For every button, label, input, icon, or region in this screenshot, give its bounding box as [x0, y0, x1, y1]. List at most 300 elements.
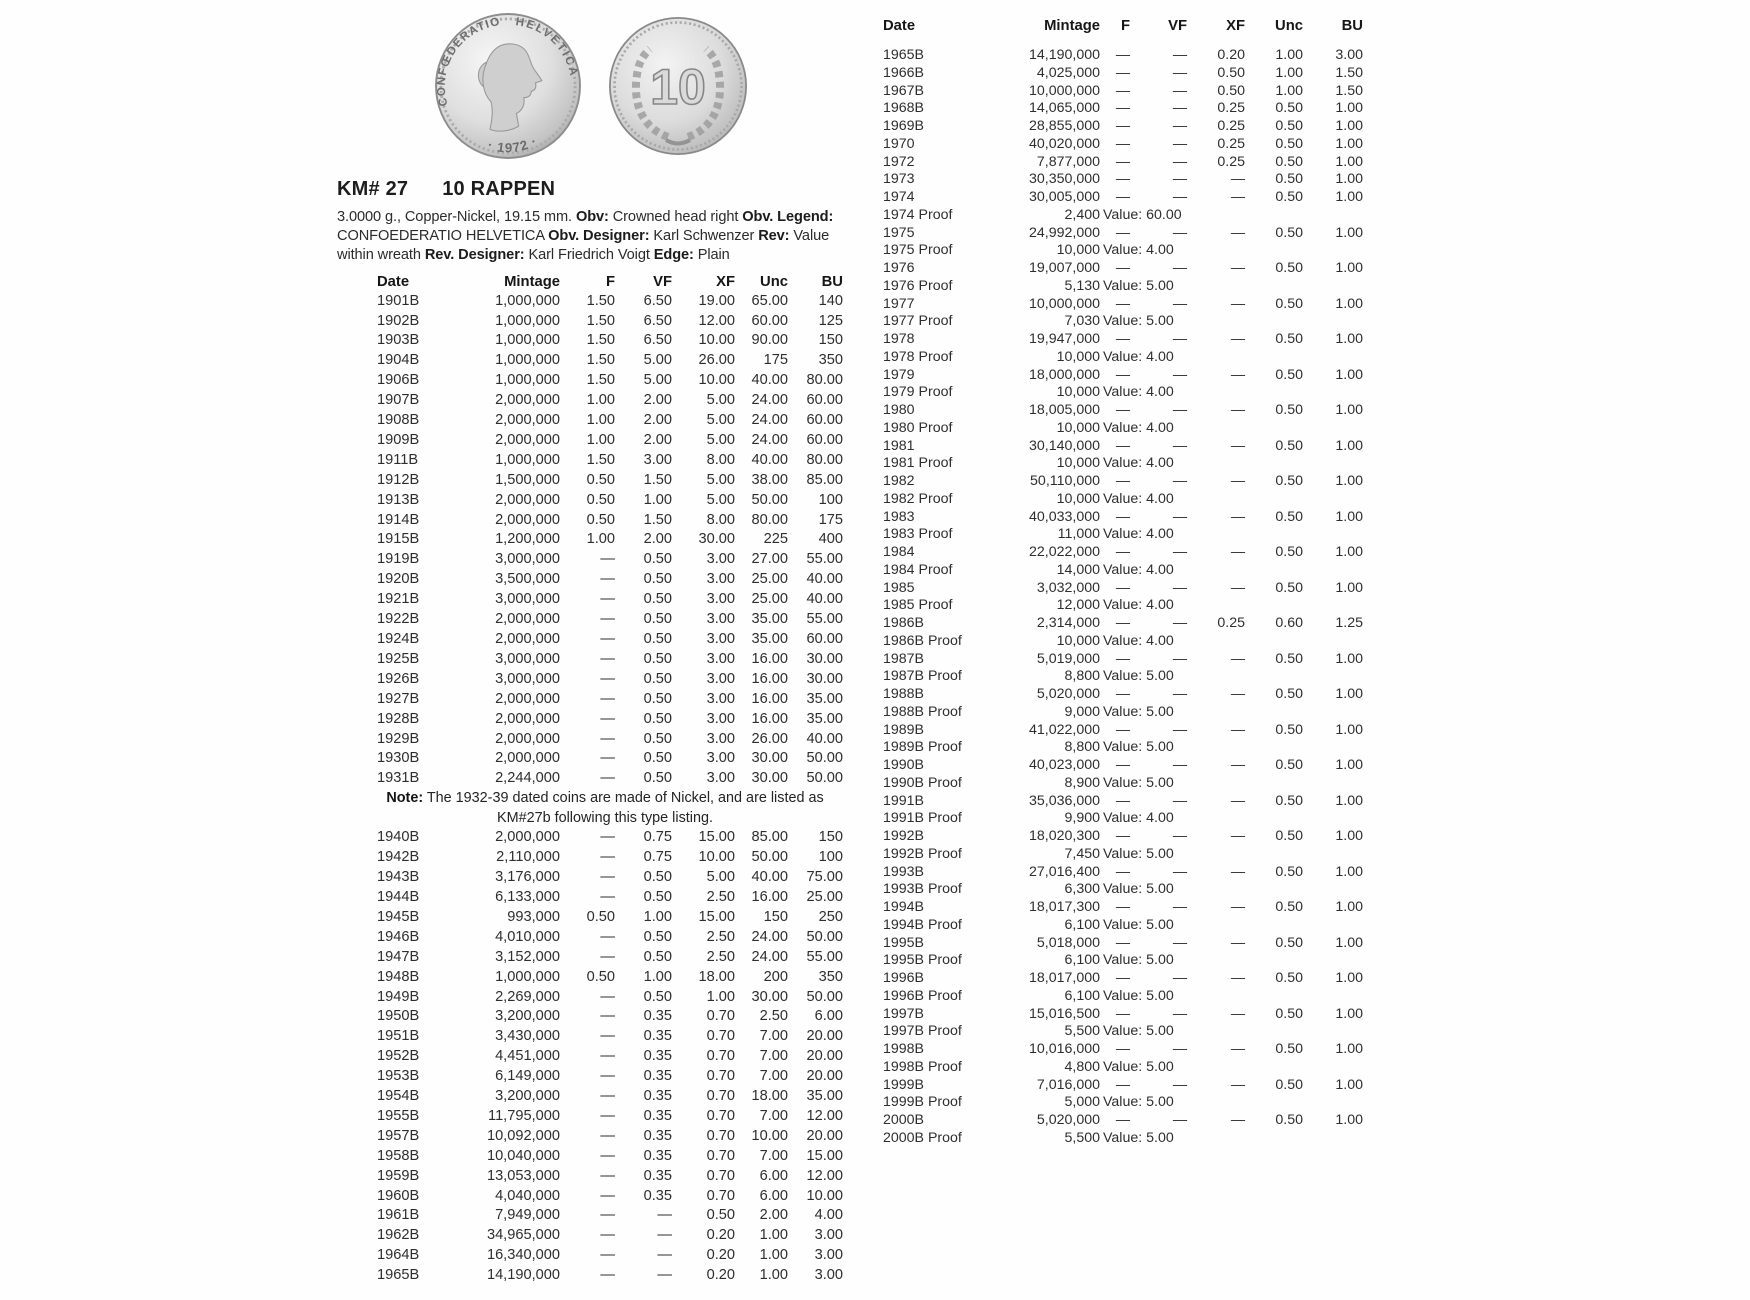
f-cell: —	[1115, 792, 1130, 809]
f-cell: —	[1115, 970, 1130, 986]
bu-cell: 50.00	[806, 928, 843, 945]
table-row	[883, 225, 1365, 243]
vf-cell: 0.50	[643, 988, 672, 1005]
xf-cell: —	[1230, 402, 1245, 418]
vf-cell: —	[1172, 721, 1187, 738]
table-row	[337, 948, 845, 968]
table-row	[883, 136, 1365, 154]
unc-cell: 1.00	[759, 1267, 788, 1284]
f-cell: 0.50	[586, 908, 615, 925]
table-row	[883, 562, 1365, 580]
table-row	[883, 402, 1365, 420]
table-row	[337, 988, 845, 1008]
mintage-cell: 18,017,000	[1028, 970, 1100, 986]
unc-cell: 24.00	[751, 392, 788, 409]
date-cell: 1985 Proof	[883, 597, 953, 614]
date-cell: 1962B	[377, 1227, 420, 1244]
f-cell: —	[1115, 579, 1130, 596]
vf-cell: 5.00	[643, 372, 672, 389]
unc-cell: 0.50	[1275, 189, 1303, 205]
value-cell: Value: 5.00	[1103, 845, 1174, 862]
date-cell: 1994B Proof	[883, 916, 962, 933]
bu-cell: 35.00	[806, 710, 843, 727]
bu-cell: 1.00	[1335, 579, 1363, 596]
date-cell: 1903B	[377, 332, 420, 349]
value-cell: Value: 4.00	[1103, 526, 1174, 543]
table-row	[337, 431, 845, 451]
unc-cell: 1.00	[759, 1227, 788, 1244]
xf-cell: 0.50	[706, 1207, 735, 1224]
mintage-cell: 10,000	[1056, 490, 1100, 507]
bu-cell: 1.00	[1335, 863, 1363, 880]
mintage-cell: 8,800	[1064, 739, 1100, 756]
mintage-cell: 14,190,000	[486, 1267, 560, 1284]
date-cell: 1967B	[883, 82, 925, 99]
table-row	[337, 730, 845, 750]
bu-cell: 1.50	[1335, 64, 1363, 81]
vf-cell: —	[1172, 135, 1187, 152]
mintage-cell: 1,000,000	[495, 332, 560, 349]
f-cell: 1.00	[586, 431, 615, 448]
vf-cell: —	[1172, 224, 1187, 241]
vf-cell: —	[1172, 153, 1187, 170]
mintage-cell: 18,020,300	[1028, 828, 1100, 844]
mintage-cell: 3,200,000	[495, 1008, 560, 1025]
mintage-cell: 5,020,000	[1036, 1112, 1100, 1128]
mintage-cell: 10,000	[1056, 348, 1100, 365]
date-cell: 1943B	[377, 869, 420, 886]
xf-cell: 0.70	[706, 1187, 735, 1204]
table-row	[337, 550, 845, 570]
bu-cell: 1.00	[1335, 224, 1363, 241]
vf-cell: 0.35	[643, 1068, 672, 1085]
value-cell: Value: 5.00	[1103, 668, 1174, 685]
value-cell: Value: 4.00	[1103, 455, 1174, 472]
vf-cell: 0.50	[643, 750, 672, 767]
table-row	[337, 928, 845, 948]
date-cell: 1979 Proof	[883, 384, 953, 401]
unc-cell: 24.00	[751, 928, 788, 945]
date-cell: 1979	[883, 366, 915, 383]
bu-cell: 30.00	[806, 670, 843, 687]
spec-text: CONFOEDERATIO HELVETICA	[337, 228, 549, 245]
mintage-cell: 1,000,000	[495, 352, 560, 369]
mintage-cell: 4,800	[1064, 1058, 1100, 1075]
vf-cell: —	[1172, 828, 1187, 844]
table-row	[883, 491, 1365, 509]
date-cell: 1968B	[883, 100, 925, 117]
xf-cell: 0.25	[1217, 615, 1245, 631]
table-row	[337, 1067, 845, 1087]
table-row	[883, 242, 1365, 260]
bu-cell: 55.00	[806, 948, 843, 965]
f-cell: —	[1115, 64, 1130, 81]
mintage-cell: 1,000,000	[495, 292, 560, 309]
f-cell: 0.50	[586, 491, 615, 508]
vf-cell: —	[1172, 295, 1187, 312]
header-f: F	[1120, 18, 1130, 34]
f-cell: 1.50	[586, 372, 615, 389]
f-cell: —	[600, 1107, 615, 1124]
unc-cell: 7.00	[759, 1028, 788, 1045]
bu-cell: 150	[818, 829, 843, 846]
date-cell: 1988B Proof	[883, 703, 962, 720]
f-cell: —	[600, 1048, 615, 1065]
table-row	[883, 1059, 1365, 1077]
obverse-date: · 1972 ·	[485, 132, 541, 156]
date-cell: 1983 Proof	[883, 526, 953, 543]
xf-cell: 0.20	[1217, 47, 1245, 63]
bu-cell: 3.00	[1335, 47, 1363, 63]
coin-specs	[337, 208, 845, 266]
spec-text: Value within wreath	[337, 228, 830, 264]
mintage-cell: 7,877,000	[1036, 153, 1100, 170]
spec-text: Karl Friedrich Voigt	[528, 247, 654, 264]
bu-cell: 80.00	[806, 451, 843, 468]
f-cell: —	[1115, 757, 1130, 773]
date-cell: 1984 Proof	[883, 561, 953, 578]
date-cell: 1924B	[377, 631, 420, 648]
date-cell: 1969B	[883, 118, 925, 134]
f-cell: 0.50	[586, 511, 615, 528]
bu-cell: 80.00	[806, 372, 843, 389]
mintage-cell: 1,000,000	[495, 451, 560, 468]
table-row	[337, 968, 845, 988]
date-cell: 1930B	[377, 750, 420, 767]
vf-cell: 0.35	[643, 1008, 672, 1025]
date-cell: 1975 Proof	[883, 242, 953, 259]
table-row	[883, 633, 1365, 651]
mintage-cell: 16,340,000	[486, 1247, 560, 1264]
f-cell: —	[600, 710, 615, 727]
f-cell: —	[1115, 331, 1130, 347]
date-cell: 2000B Proof	[883, 1129, 962, 1146]
header-xf: XF	[1226, 18, 1245, 34]
unc-cell: 0.50	[1275, 757, 1303, 773]
table-row	[883, 367, 1365, 385]
unc-cell: 16.00	[751, 710, 788, 727]
date-cell: 1904B	[377, 352, 420, 369]
xf-cell: 5.00	[706, 491, 735, 508]
bu-cell: 55.00	[806, 611, 843, 628]
spec-text: 3.0000 g., Copper-Nickel, 19.15 mm.	[337, 209, 576, 225]
mintage-cell: 30,005,000	[1028, 189, 1100, 205]
table-row	[883, 952, 1365, 970]
bu-cell: 1.00	[1335, 437, 1363, 454]
unc-cell: 1.00	[1275, 82, 1303, 99]
bu-cell: 1.00	[1335, 402, 1363, 418]
table-row	[337, 1107, 845, 1127]
table-row	[883, 438, 1365, 456]
date-cell: 1925B	[377, 650, 420, 667]
mintage-cell: 2,269,000	[495, 988, 560, 1005]
bu-cell: 1.00	[1335, 650, 1363, 667]
bu-cell: 1.00	[1335, 757, 1363, 773]
bu-cell: 55.00	[806, 551, 843, 568]
mintage-cell: 993,000	[507, 908, 560, 925]
mintage-cell: 1,000,000	[495, 312, 560, 329]
bu-cell: 1.00	[1335, 135, 1363, 152]
f-cell: —	[600, 948, 615, 965]
header-unc: Unc	[1275, 18, 1303, 34]
date-cell: 1975	[883, 224, 915, 241]
xf-cell: 0.50	[1217, 82, 1245, 99]
xf-cell: 5.00	[706, 412, 735, 429]
bu-cell: 1.00	[1335, 721, 1363, 738]
xf-cell: —	[1230, 686, 1245, 702]
xf-cell: 0.70	[706, 1028, 735, 1045]
bu-cell: 60.00	[806, 431, 843, 448]
mintage-cell: 3,032,000	[1036, 579, 1100, 596]
table-row	[883, 686, 1365, 704]
table-row	[337, 1047, 845, 1067]
f-cell: 1.50	[586, 451, 615, 468]
unc-cell: 7.00	[759, 1048, 788, 1065]
xf-cell: 26.00	[698, 352, 735, 369]
xf-cell: 0.20	[706, 1247, 735, 1264]
date-cell: 1981 Proof	[883, 455, 953, 472]
bu-cell: 1.00	[1335, 828, 1363, 844]
unc-cell: 0.50	[1275, 899, 1303, 915]
vf-cell: —	[1172, 544, 1187, 560]
mintage-cell: 10,000	[1056, 455, 1100, 472]
unc-cell: 7.00	[759, 1147, 788, 1164]
value-cell: Value: 4.00	[1103, 632, 1174, 649]
bu-cell: 1.00	[1335, 331, 1363, 347]
f-cell: —	[1115, 1076, 1130, 1093]
vf-cell: 0.35	[643, 1167, 672, 1184]
unc-cell: 1.00	[759, 1247, 788, 1264]
table-row	[337, 351, 845, 371]
vf-cell: 0.50	[643, 690, 672, 707]
date-cell: 1977 Proof	[883, 313, 953, 330]
bu-cell: 20.00	[806, 1028, 843, 1045]
table-row	[337, 1147, 845, 1167]
value-cell: Value: 4.00	[1103, 348, 1174, 365]
mintage-cell: 2,000,000	[495, 611, 560, 628]
xf-cell: 8.00	[706, 511, 735, 528]
unc-cell: 40.00	[751, 451, 788, 468]
unc-cell: 65.00	[751, 292, 788, 309]
date-cell: 1919B	[377, 551, 420, 568]
date-cell: 1964B	[377, 1247, 420, 1264]
header-mintage: Mintage	[1044, 18, 1100, 34]
f-cell: —	[1115, 686, 1130, 702]
vf-cell: —	[1172, 1112, 1187, 1128]
header-vf: VF	[653, 273, 672, 290]
xf-cell: 3.00	[706, 750, 735, 767]
f-cell: —	[600, 1167, 615, 1184]
vf-cell: —	[1172, 171, 1187, 188]
date-cell: 1928B	[377, 710, 420, 727]
spec-label: Obv:	[575, 209, 613, 225]
mintage-cell: 13,053,000	[486, 1167, 560, 1184]
mintage-cell: 30,350,000	[1028, 171, 1100, 188]
date-cell: 1989B	[883, 721, 925, 738]
vf-cell: 0.50	[643, 571, 672, 588]
vf-cell: 2.00	[643, 412, 672, 429]
table-row	[337, 690, 845, 710]
date-cell: 1983	[883, 508, 915, 525]
f-cell: —	[600, 1068, 615, 1085]
date-cell: 1940B	[377, 829, 420, 846]
bu-cell: 400	[818, 531, 843, 548]
vf-cell: —	[1172, 118, 1187, 134]
table-row	[337, 828, 845, 848]
xf-cell: 3.00	[706, 650, 735, 667]
date-cell: 1996B Proof	[883, 987, 962, 1004]
mintage-cell: 11,795,000	[488, 1107, 560, 1124]
note-text: The 1932-39 dated coins are made of Nickel, and are listed as KM#27b following this type listing.	[426, 790, 824, 826]
f-cell: —	[1115, 1041, 1130, 1057]
unc-cell: 0.50	[1275, 792, 1303, 809]
date-cell: 1914B	[377, 511, 420, 528]
date-cell: 1992B	[883, 828, 925, 844]
spec-label: Rev:	[758, 228, 794, 245]
table-row	[883, 207, 1365, 225]
date-cell: 1942B	[377, 849, 420, 866]
table-row	[337, 411, 845, 431]
bu-cell: 50.00	[806, 750, 843, 767]
bu-cell: 75.00	[806, 869, 843, 886]
table-row	[883, 722, 1365, 740]
vf-cell: —	[1172, 970, 1187, 986]
mintage-cell: 6,100	[1064, 916, 1100, 933]
mintage-cell: 8,800	[1064, 668, 1100, 685]
date-cell: 1991B	[883, 792, 925, 809]
date-cell: 1998B	[883, 1041, 925, 1057]
vf-cell: 0.50	[643, 869, 672, 886]
unc-cell: 30.00	[751, 750, 788, 767]
table-row	[883, 1006, 1365, 1024]
bu-cell: 1.00	[1335, 792, 1363, 809]
vf-cell: 1.00	[643, 491, 672, 508]
value-cell: Value: 5.00	[1103, 881, 1174, 898]
unc-cell: 18.00	[751, 1088, 788, 1105]
vf-cell: —	[657, 1207, 672, 1224]
table-row	[883, 47, 1365, 65]
vf-cell: 5.00	[643, 352, 672, 369]
table-row	[337, 630, 845, 650]
f-cell: —	[600, 730, 615, 747]
unc-cell: 0.50	[1275, 135, 1303, 152]
unc-cell: 24.00	[751, 948, 788, 965]
table-row	[883, 580, 1365, 598]
value-cell: Value: 5.00	[1103, 952, 1174, 969]
xf-cell: 0.70	[706, 1147, 735, 1164]
mintage-cell: 30,140,000	[1028, 437, 1100, 454]
xf-cell: 3.00	[706, 551, 735, 568]
unc-cell: 16.00	[751, 690, 788, 707]
date-cell: 1987B Proof	[883, 668, 962, 685]
bu-cell: 250	[818, 908, 843, 925]
f-cell: —	[600, 1247, 615, 1264]
table-row	[337, 590, 845, 610]
vf-cell: 0.35	[643, 1107, 672, 1124]
date-cell: 1978	[883, 331, 915, 347]
mintage-cell: 3,000,000	[495, 551, 560, 568]
bu-cell: 1.00	[1335, 1076, 1363, 1093]
f-cell: —	[600, 551, 615, 568]
xf-cell: —	[1230, 366, 1245, 383]
bu-cell: 1.00	[1335, 934, 1363, 951]
xf-cell: 3.00	[706, 611, 735, 628]
bu-cell: 1.00	[1335, 1005, 1363, 1022]
table-row	[883, 526, 1365, 544]
value-cell: Value: 5.00	[1103, 1129, 1174, 1146]
mintage-cell: 18,005,000	[1028, 402, 1100, 418]
mintage-cell: 1,000,000	[495, 372, 560, 389]
table-row	[883, 83, 1365, 101]
xf-cell: —	[1230, 508, 1245, 525]
coin-photos	[337, 12, 845, 168]
table-row	[883, 1094, 1365, 1112]
table-row	[337, 848, 845, 868]
unc-cell: 0.50	[1275, 1041, 1303, 1057]
vf-cell: 1.50	[643, 471, 672, 488]
unc-cell: 1.00	[1275, 64, 1303, 81]
table-row	[337, 1167, 845, 1187]
table-row	[883, 899, 1365, 917]
vf-cell: 3.00	[643, 451, 672, 468]
value-cell: Value: 5.00	[1103, 916, 1174, 933]
mintage-cell: 5,019,000	[1036, 650, 1100, 667]
mintage-cell: 3,000,000	[495, 650, 560, 667]
unc-cell: 0.50	[1275, 295, 1303, 312]
vf-cell: 0.35	[643, 1048, 672, 1065]
mintage-cell: 3,152,000	[495, 948, 560, 965]
unc-cell: 0.50	[1275, 1076, 1303, 1093]
table-row	[337, 471, 845, 491]
mintage-cell: 7,016,000	[1036, 1076, 1100, 1093]
table-row	[883, 1112, 1365, 1130]
mintage-cell: 10,000	[1056, 632, 1100, 649]
table-row	[337, 908, 845, 928]
bu-cell: 3.00	[814, 1227, 843, 1244]
date-cell: 1996B	[883, 970, 925, 986]
table-row	[337, 1027, 845, 1047]
bu-cell: 50.00	[806, 988, 843, 1005]
f-cell: —	[1115, 153, 1130, 170]
mintage-cell: 40,033,000	[1028, 508, 1100, 525]
date-cell: 1902B	[377, 312, 420, 329]
bu-cell: 1.50	[1335, 82, 1363, 99]
unc-cell: 50.00	[751, 491, 788, 508]
xf-cell: 0.70	[706, 1048, 735, 1065]
date-cell: 1960B	[377, 1187, 420, 1204]
bu-cell: 6.00	[814, 1008, 843, 1025]
vf-cell: 0.35	[643, 1028, 672, 1045]
bu-cell: 1.00	[1335, 899, 1363, 915]
unc-cell: 30.00	[751, 988, 788, 1005]
vf-cell: 6.50	[643, 332, 672, 349]
vf-cell: —	[1172, 366, 1187, 383]
nickel-note	[337, 789, 845, 828]
price-table-right	[883, 16, 1365, 1148]
mintage-cell: 3,500,000	[495, 571, 560, 588]
mintage-cell: 5,500	[1064, 1129, 1100, 1146]
table-row	[337, 1187, 845, 1207]
f-cell: —	[1115, 47, 1130, 63]
km-number: KM# 27	[337, 178, 409, 200]
f-cell: —	[600, 631, 615, 648]
vf-cell: 0.50	[643, 591, 672, 608]
vf-cell: —	[1172, 579, 1187, 596]
bu-cell: 1.00	[1335, 686, 1363, 702]
f-cell: 1.50	[586, 352, 615, 369]
date-cell: 1906B	[377, 372, 420, 389]
f-cell: —	[600, 750, 615, 767]
